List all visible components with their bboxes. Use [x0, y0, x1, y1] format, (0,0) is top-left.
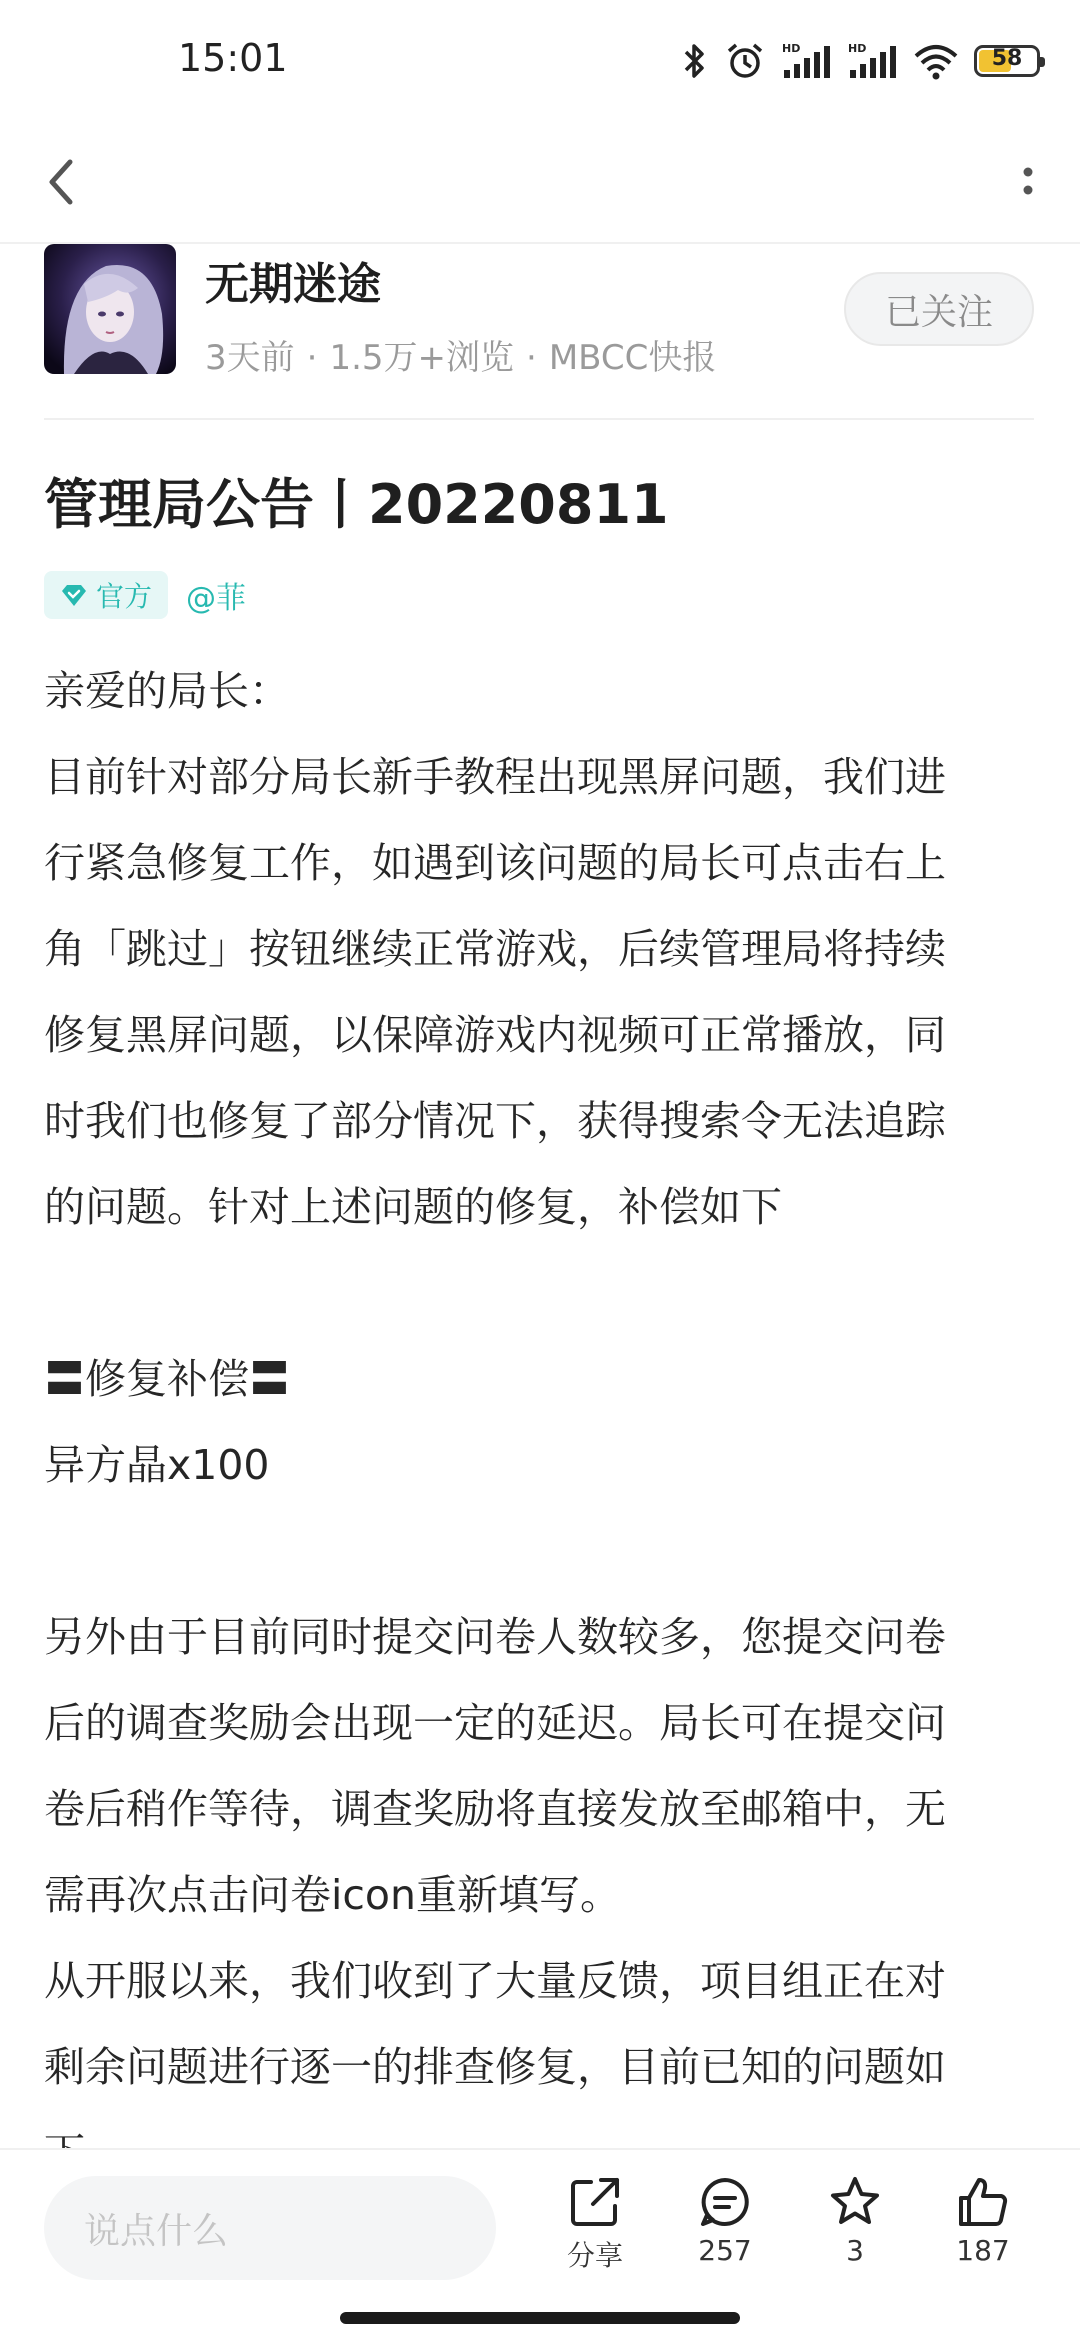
author-name[interactable]: 无期迷途 [205, 259, 381, 310]
article-paragraph-line: 的问题。针对上述问题的修复，补偿如下 [44, 1183, 782, 1231]
share-label: 分享 [566, 2239, 623, 2272]
article-paragraph-line [44, 1508, 1044, 1594]
more-vertical-icon [980, 142, 1060, 222]
back-button[interactable] [40, 142, 120, 222]
article-title: 管理局公告丨20220811 [44, 473, 669, 536]
article-paragraph-line: 需再次点击问卷icon重新填写。 [44, 1871, 622, 1919]
official-label: 官方 [96, 580, 153, 613]
like-count: 187 [956, 2234, 1010, 2267]
channel-name[interactable]: MBCC快报 [548, 338, 717, 378]
thumbs-up-icon [955, 2174, 1011, 2230]
tag-row [44, 570, 246, 620]
star-icon [827, 2174, 883, 2230]
article-paragraph-line: 另外由于目前同时提交问卷人数较多，您提交问卷 [44, 1613, 946, 1661]
favorite-button[interactable] [800, 2174, 910, 2267]
follow-button[interactable]: 已关注 [844, 272, 1034, 346]
favorite-count: 3 [846, 2234, 864, 2267]
article-paragraph-line: 时我们也修复了部分情况下，获得搜索令无法追踪 [44, 1097, 946, 1145]
mention-link[interactable]: @菲 [186, 581, 247, 616]
article-paragraph-line: 后的调查奖励会出现一定的延迟。局长可在提交问 [44, 1699, 946, 1747]
share-icon [567, 2174, 623, 2230]
comment-icon [697, 2174, 753, 2230]
article-paragraph-line: 〓修复补偿〓 [44, 1355, 290, 1403]
article-paragraph-line: 亲爱的局长： [44, 667, 290, 715]
author-avatar[interactable] [44, 244, 176, 374]
article-paragraph-line: 行紧急修复工作，如遇到该问题的局长可点击右上 [44, 839, 946, 887]
article-paragraph-line [44, 1250, 1044, 1336]
comment-button[interactable] [670, 2174, 780, 2267]
article-paragraph-line: 从开服以来，我们收到了大量反馈，项目组正在对 [44, 1957, 946, 2005]
like-button[interactable] [928, 2174, 1038, 2267]
bluetooth-icon [680, 40, 710, 82]
view-count: 1.5万+浏览 [329, 338, 515, 378]
article-paragraph-line: 卷后稍作等待，调查奖励将直接发放至邮箱中，无 [44, 1785, 946, 1833]
share-button[interactable] [540, 2174, 650, 2274]
battery-level: 58 [991, 46, 1023, 71]
home-indicator[interactable] [340, 2312, 740, 2324]
signal-hd-2-icon [846, 40, 898, 82]
battery-icon [974, 45, 1040, 77]
chevron-left-icon [40, 142, 120, 222]
article-paragraph-line: 异方晶x100 [44, 1441, 270, 1489]
article-paragraph-line: 目前针对部分局长新手教程出现黑屏问题，我们进 [44, 753, 946, 801]
signal-hd-1-icon [780, 40, 832, 82]
article-paragraph-line: 修复黑屏问题，以保障游戏内视频可正常播放，同 [44, 1011, 946, 1059]
official-badge [44, 571, 168, 619]
comment-input[interactable]: 说点什么 [44, 2176, 496, 2280]
status-bar [0, 0, 1080, 120]
alarm-icon [724, 40, 766, 82]
comment-count: 257 [698, 2234, 752, 2267]
status-icons [680, 36, 1040, 86]
article-paragraph-line: 剩余问题进行逐一的排查修复，目前已知的问题如 [44, 2043, 946, 2091]
nav-bar [0, 120, 1080, 244]
post-time: 3天前 [205, 338, 295, 378]
bottom-action-bar [0, 2148, 1080, 2342]
svg-text:HD: HD [848, 42, 867, 55]
divider [44, 418, 1034, 420]
more-button[interactable] [980, 142, 1060, 222]
diamond-check-icon [60, 581, 88, 609]
avatar-image [44, 244, 176, 374]
svg-text:HD: HD [782, 42, 801, 55]
article-body [44, 648, 1044, 2196]
wifi-icon [912, 40, 960, 82]
status-time: 15:01 [178, 36, 288, 80]
post-meta: 3天前 · 1.5万+浏览 · MBCC快报 [205, 338, 717, 378]
article-paragraph-line: 角「跳过」按钮继续正常游戏，后续管理局将持续 [44, 925, 946, 973]
